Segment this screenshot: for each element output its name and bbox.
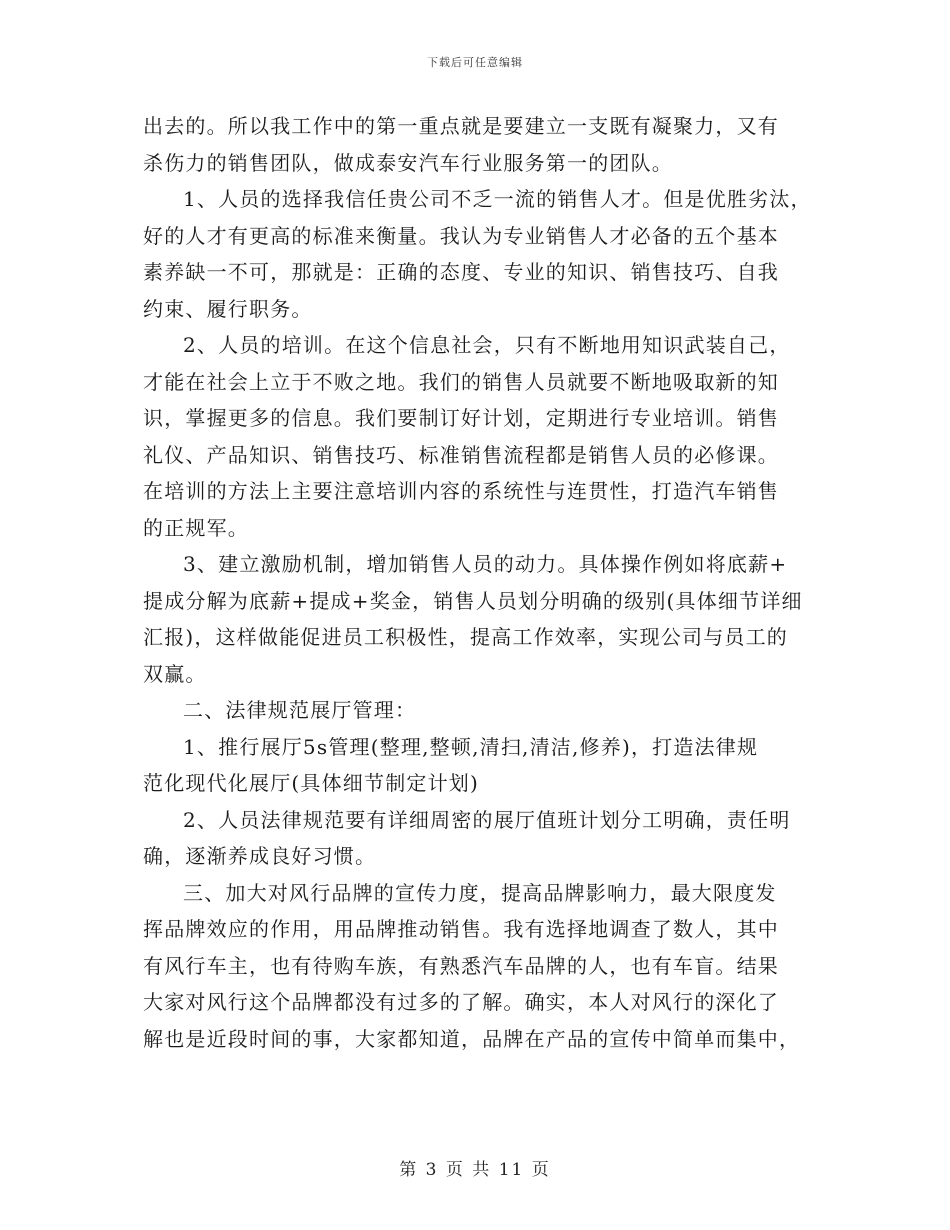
- page-number-footer: 第 3 页 共 11 页: [399, 1160, 551, 1180]
- text-line: 1、人员的选择我信任贵公司不乏一流的销售人才。但是优胜劣汰，: [183, 187, 812, 211]
- text-line: 挥品牌效应的作用，用品牌推动销售。我有选择地调查了数人，其中: [143, 917, 779, 941]
- text-line: 2、人员的培训。在这个信息社会，只有不断地用知识武装自己，: [183, 333, 791, 357]
- page-header: 下载后可任意编辑: [427, 56, 523, 69]
- text-line: 解也是近段时间的事，大家都知道，品牌在产品的宣传中简单而集中，: [143, 1026, 801, 1051]
- text-line: 有风行车主，也有待购车族，有熟悉汽车品牌的人，也有车盲。结果: [143, 953, 779, 978]
- text-line: 才能在社会上立于不败之地。我们的销售人员就要不断地吸取新的知: [143, 369, 779, 394]
- text-line: 1、推行展厅5s管理(整理,整顿,清扫,清洁,修养)，打造法律规: [183, 734, 759, 759]
- text-line: 范化现代化展厅(具体细节制定计划): [143, 771, 480, 795]
- text-line: 好的人才有更高的标准来衡量。我认为专业销售人才必备的五个基本: [143, 223, 779, 248]
- text-line: 素养缺一不可，那就是：正确的态度、专业的知识、销售技巧、自我: [143, 260, 779, 284]
- text-line: 出去的。所以我工作中的第一重点就是要建立一支既有凝聚力，又有: [143, 114, 779, 138]
- text-line: 识，掌握更多的信息。我们要制订好计划，定期进行专业培训。销售: [143, 406, 779, 430]
- text-line: 大家对风行这个品牌都没有过多的了解。确实，本人对风行的深化了: [143, 990, 779, 1014]
- text-line: 3、建立激励机制，增加销售人员的动力。具体操作例如将底薪+: [183, 552, 788, 576]
- text-line: 约束、履行职务。: [143, 296, 313, 321]
- text-line: 二、法律规范展厅管理：: [183, 698, 417, 722]
- text-line: 礼仪、产品知识、销售技巧、标准销售流程都是销售人员的必修课。: [143, 442, 779, 467]
- text-line: 2、人员法律规范要有详细周密的展厅值班计划分工明确，责任明: [183, 807, 791, 832]
- text-line: 的正规军。: [143, 515, 249, 540]
- text-line: 杀伤力的销售团队，做成泰安汽车行业服务第一的团队。: [143, 150, 673, 175]
- text-line: 双赢。: [143, 661, 207, 686]
- text-line: 确，逐渐养成良好习惯。: [143, 844, 377, 868]
- text-line: 汇报)，这样做能促进员工积极性，提高工作效率，实现公司与员工的: [143, 625, 789, 649]
- text-line: 三、加大对风行品牌的宣传力度，提高品牌影响力，最大限度发: [183, 880, 777, 905]
- text-line: 提成分解为底薪+提成+奖金，销售人员划分明确的级别(具体细节详细: [143, 588, 803, 613]
- text-line: 在培训的方法上主要注意培训内容的系统性与连贯性，打造汽车销售: [143, 479, 779, 503]
- body-text: [143, 108, 812, 1057]
